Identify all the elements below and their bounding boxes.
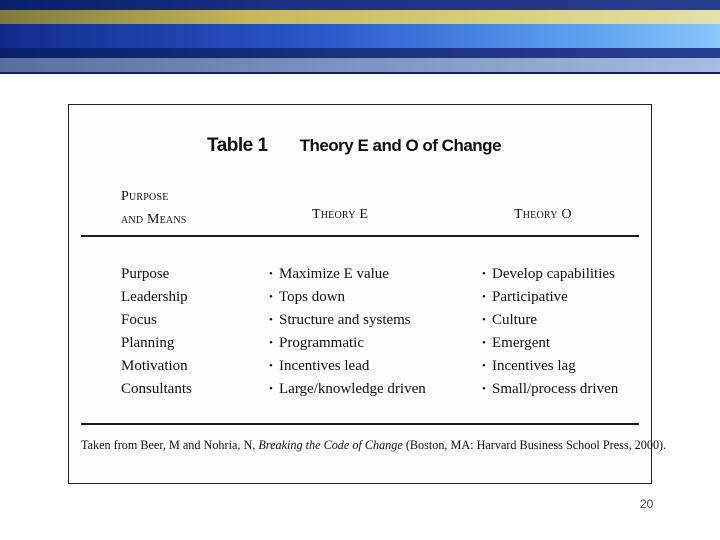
theory-e-column <box>269 263 426 401</box>
citation-suffix: (Boston, MA: Harvard Business School Press, 2000). <box>402 438 667 452</box>
theory-o-text: Culture <box>492 312 537 328</box>
citation <box>81 438 666 453</box>
bullet-icon: • <box>482 383 486 395</box>
theory-e-text: Large/knowledge driven <box>279 381 426 397</box>
theory-o-item <box>482 309 618 332</box>
theory-e-text: Programmatic <box>279 335 364 351</box>
bullet-icon: • <box>269 360 273 372</box>
theory-o-text: Incentives lag <box>492 358 576 374</box>
theory-e-text: Tops down <box>279 289 346 305</box>
row-label: Consultants <box>121 381 192 397</box>
column-header-purpose <box>121 185 187 231</box>
citation-book-title: Breaking the Code of Change <box>258 438 403 452</box>
theory-o-item <box>482 378 618 401</box>
table-rule-top <box>81 235 639 237</box>
header-bar-bottom-line <box>0 72 720 74</box>
row-label: Purpose <box>121 266 170 282</box>
header-bar-gold <box>0 10 720 24</box>
bullet-icon: • <box>269 314 273 326</box>
theory-o-text: Develop capabilities <box>492 266 615 282</box>
row-labels-column <box>121 263 192 401</box>
row-label: Leadership <box>121 289 188 305</box>
theory-o-text: Participative <box>492 289 568 305</box>
theory-o-item <box>482 263 618 286</box>
header-bar-blue <box>0 24 720 48</box>
column-header-purpose-line2: and Means <box>121 212 187 227</box>
bullet-icon: • <box>482 314 486 326</box>
citation-prefix: Taken from Beer, M and Nohria, N, <box>81 438 259 452</box>
theory-o-item <box>482 355 618 378</box>
bullet-icon: • <box>482 291 486 303</box>
header-bar-periwinkle <box>0 58 720 72</box>
theory-o-item <box>482 286 618 309</box>
theory-o-item <box>482 332 618 355</box>
row-label: Motivation <box>121 358 188 374</box>
theory-e-item <box>269 309 426 332</box>
theory-e-item <box>269 378 426 401</box>
table-rule-bottom <box>81 423 639 425</box>
table-number: Table 1 <box>207 135 268 156</box>
row-label: Planning <box>121 335 175 351</box>
theory-e-text: Incentives lead <box>279 358 370 374</box>
header-bar-navy-top <box>0 0 720 10</box>
table-title <box>207 135 501 157</box>
bullet-icon: • <box>482 268 486 280</box>
table-image <box>68 104 667 484</box>
bullet-icon: • <box>269 383 273 395</box>
bullet-icon: • <box>269 291 273 303</box>
theory-e-text: Maximize E value <box>279 266 389 282</box>
bullet-icon: • <box>482 337 486 349</box>
theory-e-item <box>269 263 426 286</box>
theory-o-column <box>482 263 618 401</box>
header-bar-navy-middle <box>0 48 720 58</box>
header-banner <box>0 0 720 74</box>
theory-o-text: Small/process driven <box>492 381 619 397</box>
column-header-theory-e: Theory E <box>312 207 369 222</box>
bullet-icon: • <box>269 337 273 349</box>
theory-e-item <box>269 332 426 355</box>
row-label: Focus <box>121 312 157 328</box>
column-header-theory-o: Theory O <box>514 207 572 222</box>
bullet-icon: • <box>482 360 486 372</box>
theory-e-item <box>269 355 426 378</box>
theory-e-text: Structure and systems <box>279 312 411 328</box>
table-title-text: Theory E and O of Change <box>299 136 502 155</box>
theory-e-item <box>269 286 426 309</box>
bullet-icon: • <box>269 268 273 280</box>
page-number: 20 <box>640 497 654 511</box>
column-header-purpose-line1: Purpose <box>121 189 169 204</box>
theory-o-text: Emergent <box>492 335 551 351</box>
